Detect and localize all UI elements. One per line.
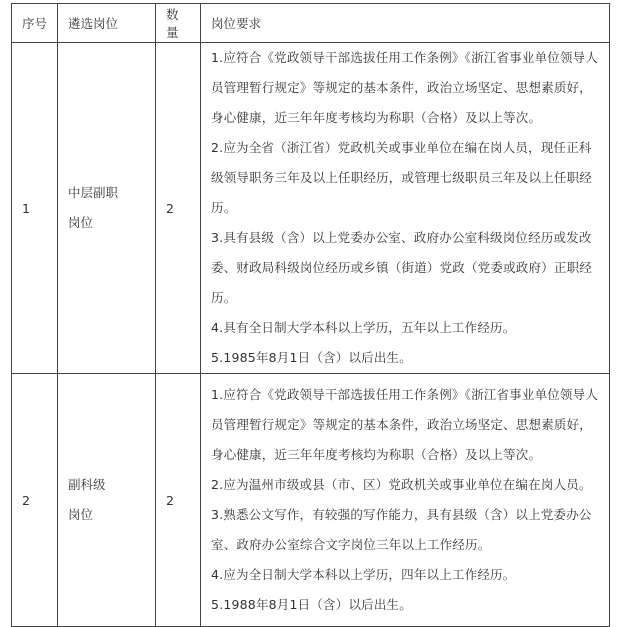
row-position [58, 43, 156, 374]
header-position: 遴选岗位 [58, 4, 156, 43]
table-row [12, 374, 610, 627]
row-position [58, 374, 156, 627]
header-serial-number: 序号 [12, 4, 58, 43]
requirement-item: 3.具有县级（含）以上党委办公室、政府办公室科级岗位经历或发改委、财政局科级岗位经历或乡镇（街道）党政（党委或政府）正职经历。 [211, 230, 593, 305]
requirement-item: 4.应为全日制大学本科以上学历，四年以上工作经历。 [211, 567, 516, 582]
position-suffix: 岗位 [68, 507, 94, 522]
row-quantity: 2 [156, 374, 201, 627]
table-header-row [12, 4, 610, 43]
row-quantity: 2 [156, 43, 201, 374]
header-quantity: 数量 [156, 4, 201, 43]
row-serial-number: 1 [12, 43, 58, 374]
position-name: 副科级 [68, 477, 106, 492]
requirement-item: 2.应为全省（浙江省）党政机关或事业单位在编在岗人员，现任正科级领导职务三年及以上任职经历，或管理七级职员三年及以上任职经历。 [211, 140, 593, 215]
requirement-item: 4.具有全日制大学本科以上学历，五年以上工作经历。 [211, 320, 516, 335]
position-name: 中层副职 [68, 185, 119, 200]
position-suffix: 岗位 [68, 215, 94, 230]
header-requirements: 岗位要求 [201, 4, 610, 43]
requirement-item: 3.熟悉公文写作，有较强的写作能力，具有县级（含）以上党委办公室、政府办公室综合文字岗位三年以上工作经历。 [211, 507, 592, 552]
requirement-item: 2.应为温州市级或县（市、区）党政机关或事业单位在编在岗人员。 [211, 477, 592, 492]
recruitment-table [11, 3, 610, 627]
requirement-item: 1.应符合《党政领导干部选拔任用工作条例》《浙江省事业单位领导人员管理暂行规定》等规定的基本条件，政治立场坚定、思想素质好，身心健康，近三年年度考核均为称职（合格）及以上等次。 [211, 50, 599, 125]
row-serial-number: 2 [12, 374, 58, 627]
row-requirements [201, 43, 610, 374]
requirement-item: 5.1985年8月1日（含）以后出生。 [211, 350, 412, 365]
requirement-item: 1.应符合《党政领导干部选拔任用工作条例》《浙江省事业单位领导人员管理暂行规定》等规定的基本条件，政治立场坚定、思想素质好，身心健康，近三年年度考核均为称职（合格）及以上等次。 [211, 387, 599, 462]
requirement-item: 5.1988年8月1日（含）以后出生。 [211, 597, 412, 612]
table-row [12, 43, 610, 374]
row-requirements [201, 374, 610, 627]
